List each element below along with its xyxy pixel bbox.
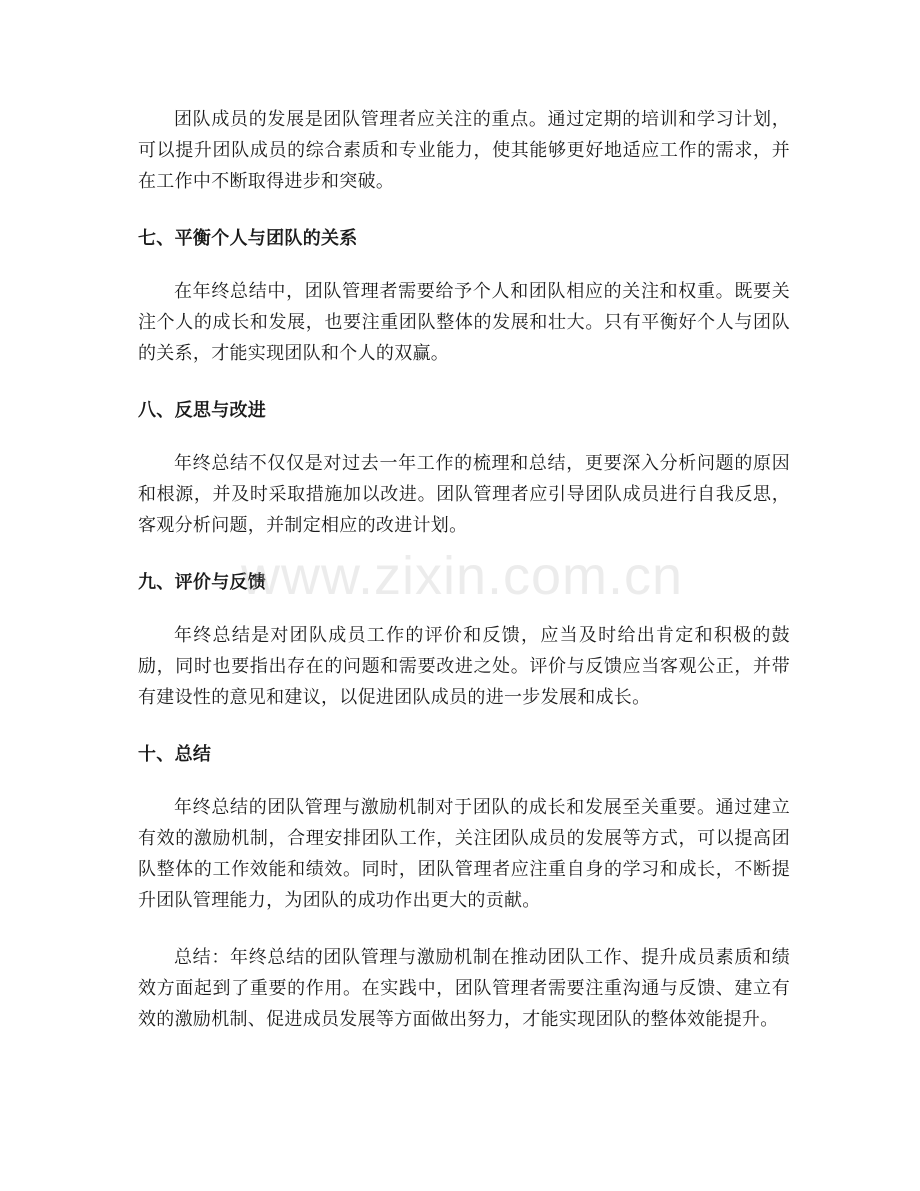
watermark: www.zixin.com.cn xyxy=(240,546,684,606)
heading-section-8: 八、反思与改进 xyxy=(138,400,267,421)
paragraph-section-10: 年终总结的团队管理与激励机制对于团队的成长和发展至关重要。通过建立有效的激励机制，合理安排团队工作，关注团队成员的发展等方式，可以提高团队整体的工作效能和绩效。同时，团队管理者应注重自身的学习和成长，不断提升团队管理能力，为团队的成功作出更大的贡献。 xyxy=(138,797,790,911)
paragraph-section-9: 年终总结是对团队成员工作的评价和反馈，应当及时给出肯定和积极的鼓励，同时也要指出存在的问题和需要改进之处。评价与反馈应当客观公正，并带有建设性的意见和建议，以促进团队成员的进一步发展和成长。 xyxy=(138,625,790,708)
paragraph-section-7: 在年终总结中，团队管理者需要给予个人和团队相应的关注和权重。既要关注个人的成长和发展，也要注重团队整体的发展和壮大。只有平衡好个人与团队的关系，才能实现团队和个人的双赢。 xyxy=(138,281,790,364)
document-body xyxy=(138,104,790,1035)
paragraph-section-8: 年终总结不仅仅是对过去一年工作的梳理和总结，更要深入分析问题的原因和根源，并及时采取措施加以改进。团队管理者应引导团队成员进行自我反思，客观分析问题，并制定相应的改进计划。 xyxy=(138,453,790,536)
paragraph-member-development: 团队成员的发展是团队管理者应关注的重点。通过定期的培训和学习计划，可以提升团队成员的综合素质和专业能力，使其能够更好地适应工作的需求，并在工作中不断取得进步和突破。 xyxy=(138,109,790,192)
heading-section-7: 七、平衡个人与团队的关系 xyxy=(138,228,358,249)
heading-section-10: 十、总结 xyxy=(138,744,212,765)
heading-section-9: 九、评价与反馈 xyxy=(138,572,267,593)
paragraph-summary: 总结：年终总结的团队管理与激励机制在推动团队工作、提升成员素质和绩效方面起到了重要的作用。在实践中，团队管理者需要注重沟通与反馈、建立有效的激励机制、促进成员发展等方面做出努力，才能实现团队的整体效能提升。 xyxy=(138,947,790,1030)
